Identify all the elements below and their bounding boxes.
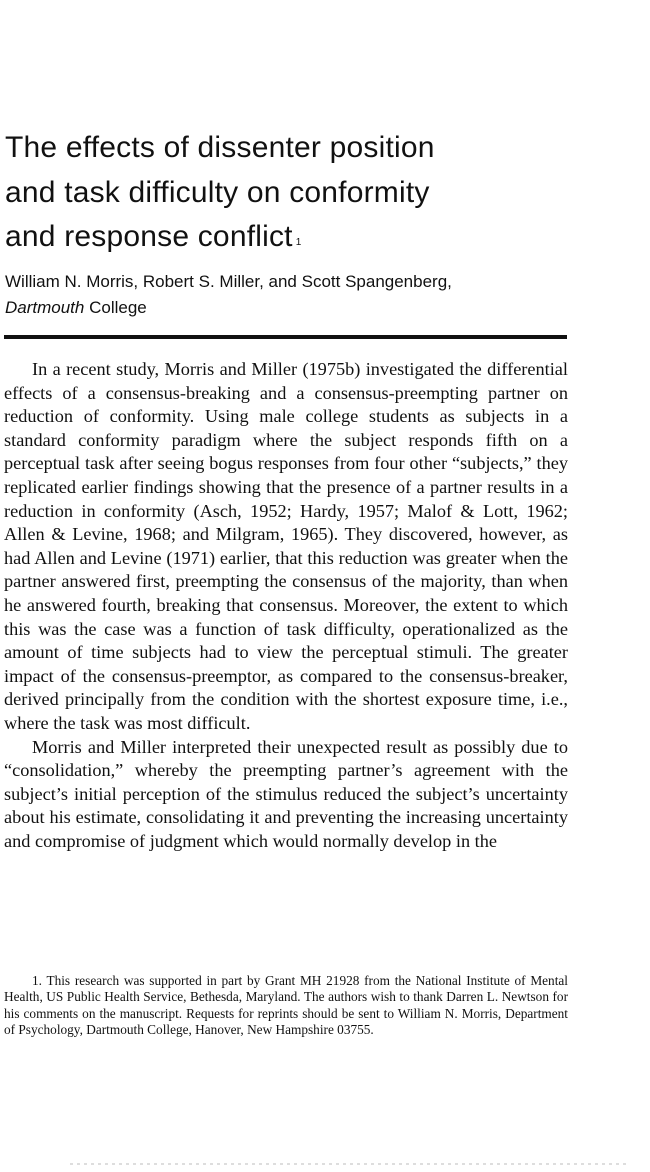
affiliation-rest: College	[84, 298, 147, 317]
title-line-2: and task difficulty on conformity	[5, 175, 430, 209]
title-line-3	[5, 215, 605, 260]
author-names: William N. Morris, Robert S. Miller, and Scott Spangenberg,	[5, 272, 452, 291]
body-paragraph-2: Morris and Miller interpreted their unexpected result as possibly due to “consolidation,” whereby the preempting partner’s agreement with the subject’s initial perception of the stimulus reduced the subject’s uncertainty about his estimate, consolidating it and preventing the increasing uncertainty and compromise of judgment which would normally develop in the	[4, 736, 568, 851]
affiliation-italic: Dartmouth	[5, 298, 85, 317]
footnote-1: 1. This research was supported in part by Grant MH 21928 from the National Institute of Mental Health, US Public Health Service, Bethesda, Maryland. The authors wish to thank Darren L. Newtson for his comments on the manuscript. Requests for reprints should be sent to William N. Morris, Department of Psychology, Dartmouth College, Hanover, New Hampshire 03755.	[4, 973, 568, 1038]
scan-artifact-line	[70, 1163, 630, 1165]
body-paragraph-1: In a recent study, Morris and Miller (1975b) investigated the differential effects of a consensus-breaking and a consensus-preempting partner on reduction of conformity. Using male college students as subjects in a standard conformity paradigm where the subject responds fifth on a perceptual task after seeing bogus responses from four other “subjects,” they replicated earlier findings showing that the presence of a partner results in a reduction in conformity (Asch, 1952; Hardy, 1957; Malof & Lott, 1962; Allen & Levine, 1968; and Milgram, 1965). They discovered, however, as had Allen and Levine (1971) earlier, that this reduction was greater when the partner answered first, preempting the consensus of the majority, than when he answered fourth, breaking that consensus. Moreover, the extent to which this was the case was a function of task difficulty, operationalized as the amount of time subjects had to view the perceptual stimuli. The greater impact of the consensus-preemptor, as compared to the consensus-breaker, derived principally from the condition with the shortest exposure time, i.e., where the task was most difficult.	[4, 359, 568, 733]
title-footnote-marker[interactable]: 1	[295, 237, 302, 248]
header-divider-rule	[4, 335, 567, 339]
author-byline	[5, 269, 605, 321]
article-title	[5, 126, 605, 260]
title-line-1: The effects of dissenter position	[5, 131, 435, 164]
article-body	[4, 358, 568, 853]
title-line-3-text: and response conflict	[5, 220, 293, 253]
